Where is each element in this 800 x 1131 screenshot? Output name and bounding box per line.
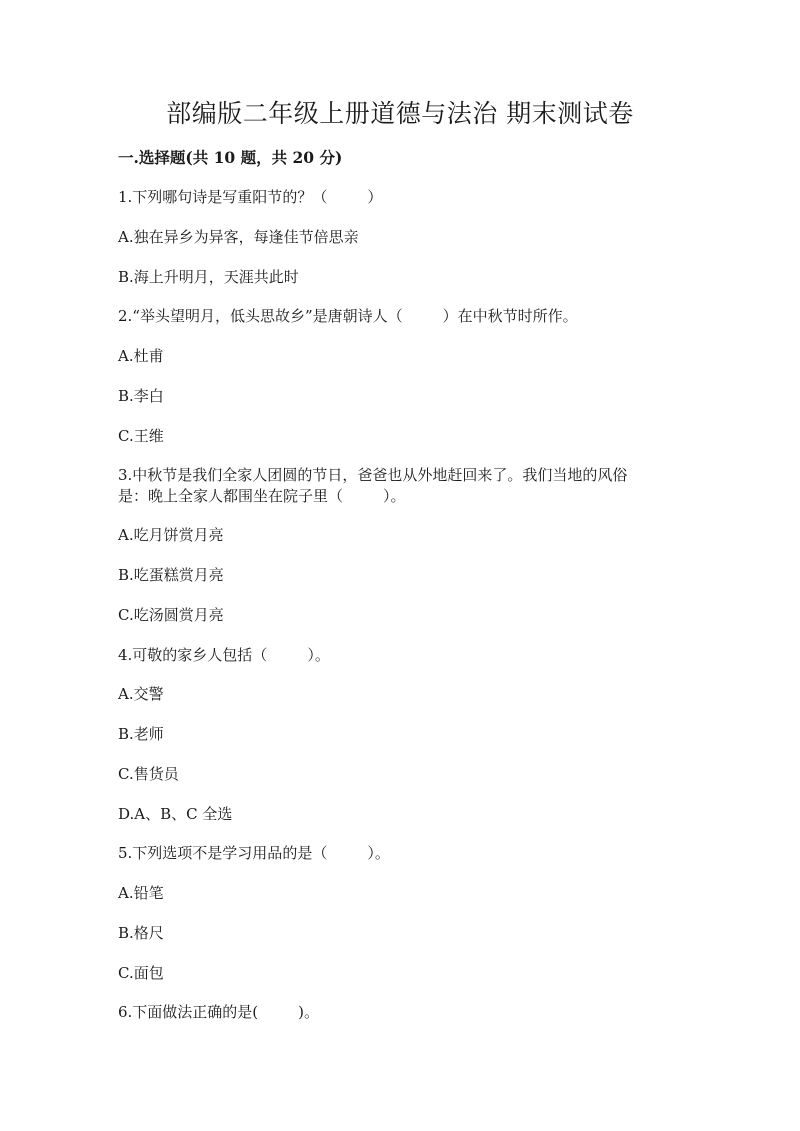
question-5-option-a: A.铅笔 <box>118 884 164 902</box>
question-4-option-d: D.A、B、C 全选 <box>118 805 233 823</box>
question-4-option-a: A.交警 <box>118 685 164 703</box>
question-1-option-b: B.海上升明月，天涯共此时 <box>118 268 299 286</box>
question-2-option-a: A.杜甫 <box>118 347 164 365</box>
section-heading: 一.选择题(共 10 题，共 20 分) <box>118 148 343 167</box>
question-2-option-b: B.李白 <box>118 387 164 405</box>
question-4-option-b: B.老师 <box>118 725 164 743</box>
question-1-option-a: A.独在异乡为异客，每逢佳节倍思亲 <box>118 228 359 246</box>
page-title: 部编版二年级上册道德与法治 期末测试卷 <box>166 99 634 128</box>
question-3-option-b: B.吃蛋糕赏月亮 <box>118 566 224 584</box>
question-5-option-c: C.面包 <box>118 964 164 982</box>
question-1-stem: 1.下列哪句诗是写重阳节的？（ ） <box>118 188 383 206</box>
question-3-option-c: C.吃汤圆赏月亮 <box>118 606 224 624</box>
question-2-stem: 2.“举头望明月，低头思故乡”是唐朝诗人（ ）在中秋节时所作。 <box>118 307 578 325</box>
question-3-stem-line-1: 3.中秋节是我们全家人团圆的节日，爸爸也从外地赶回来了。我们当地的风俗 <box>118 466 628 484</box>
question-3-option-a: A.吃月饼赏月亮 <box>118 526 224 544</box>
question-2-option-c: C.王维 <box>118 427 164 445</box>
question-4-option-c: C.售货员 <box>118 765 179 783</box>
question-3-stem-line-2: 是：晚上全家人都围坐在院子里（ ）。 <box>118 487 406 505</box>
question-4-stem: 4.可敬的家乡人包括（ ）。 <box>118 646 330 664</box>
question-5-option-b: B.格尺 <box>118 924 164 942</box>
question-6-stem: 6.下面做法正确的是( )。 <box>118 1003 320 1021</box>
question-5-stem: 5.下列选项不是学习用品的是（ ）。 <box>118 844 390 862</box>
